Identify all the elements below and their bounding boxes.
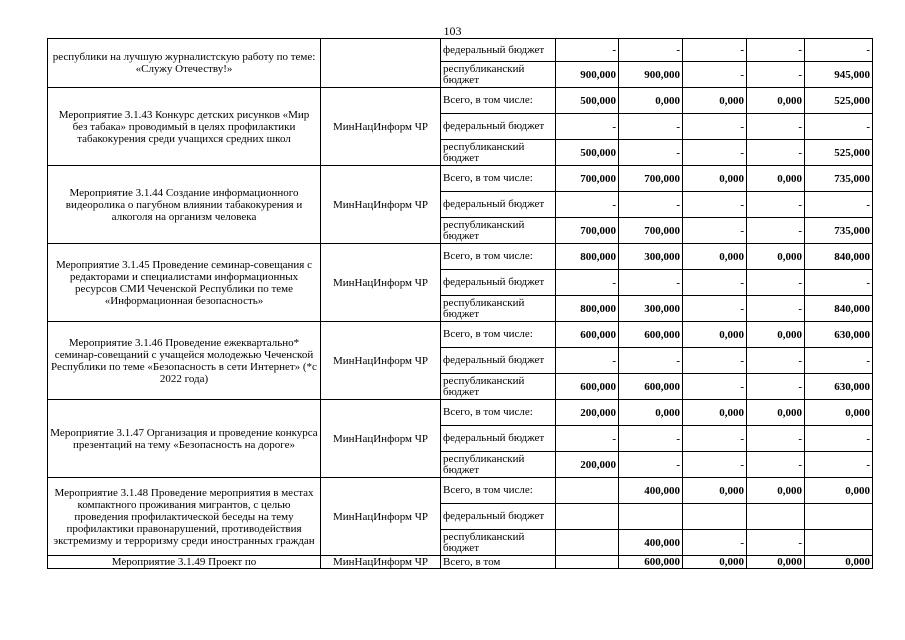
executor: МинНацИнформ ЧР [321, 556, 441, 569]
amount-cell: - [683, 452, 747, 478]
amount-cell [556, 478, 619, 504]
amount-cell: - [619, 114, 683, 140]
amount-cell: 0,000 [747, 88, 805, 114]
funding-source: федеральный бюджет [441, 426, 556, 452]
executor: МинНацИнформ ЧР [321, 322, 441, 400]
amount-cell: - [556, 39, 619, 62]
amount-cell: 0,000 [683, 166, 747, 192]
amount-cell: - [619, 140, 683, 166]
amount-cell: - [683, 426, 747, 452]
amount-cell: - [747, 452, 805, 478]
amount-cell [805, 530, 873, 556]
amount-cell: 500,000 [556, 88, 619, 114]
amount-cell: 600,000 [556, 374, 619, 400]
executor: МинНацИнформ ЧР [321, 478, 441, 556]
amount-cell [556, 504, 619, 530]
amount-cell: 900,000 [556, 62, 619, 88]
amount-cell: 0,000 [805, 400, 873, 426]
amount-cell: - [556, 270, 619, 296]
amount-cell: 630,000 [805, 374, 873, 400]
amount-cell: - [747, 348, 805, 374]
activity-name: Мероприятие 3.1.45 Проведение семинар-совещания с редакторами и специалистами информационных ресурсов СМИ Чеченской Республики по теме «Информационная безопасность» [48, 244, 321, 322]
amount-cell: 0,000 [683, 244, 747, 270]
amount-cell: 700,000 [619, 166, 683, 192]
activity-name: Мероприятие 3.1.46 Проведение ежеквартально* семинар-совещаний с учащейся молодежью Чеченской Республики по теме «Безопасность в сети Интернет» (*с 2022 года) [48, 322, 321, 400]
amount-cell: - [556, 192, 619, 218]
funding-source: федеральный бюджет [441, 270, 556, 296]
funding-source: Всего, в том числе: [441, 166, 556, 192]
funding-source: федеральный бюджет [441, 348, 556, 374]
amount-cell: - [556, 426, 619, 452]
amount-cell: 0,000 [747, 166, 805, 192]
amount-cell: 0,000 [747, 400, 805, 426]
budget-table [47, 38, 873, 569]
amount-cell: - [683, 530, 747, 556]
activity-name: Мероприятие 3.1.43 Конкурс детских рисунков «Мир без табака» проводимый в целях профилактики табакокурения среди учащихся средних школ [48, 88, 321, 166]
table-row [48, 478, 873, 504]
amount-cell: 800,000 [556, 244, 619, 270]
amount-cell: 735,000 [805, 218, 873, 244]
amount-cell: - [747, 530, 805, 556]
funding-source: федеральный бюджет [441, 504, 556, 530]
funding-source: федеральный бюджет [441, 39, 556, 62]
amount-cell: 300,000 [619, 296, 683, 322]
amount-cell: - [683, 296, 747, 322]
amount-cell: - [619, 348, 683, 374]
amount-cell: 600,000 [556, 322, 619, 348]
amount-cell: 500,000 [556, 140, 619, 166]
funding-source: Всего, в том числе: [441, 400, 556, 426]
amount-cell: - [805, 39, 873, 62]
funding-source: республиканский бюджет [441, 140, 556, 166]
amount-cell: - [683, 348, 747, 374]
amount-cell: 840,000 [805, 244, 873, 270]
funding-source: Всего, в том числе: [441, 88, 556, 114]
amount-cell: - [683, 374, 747, 400]
amount-cell: - [747, 374, 805, 400]
funding-source: Всего, в том [441, 556, 556, 569]
amount-cell: 900,000 [619, 62, 683, 88]
amount-cell: - [747, 140, 805, 166]
amount-cell [556, 556, 619, 569]
funding-source: Всего, в том числе: [441, 322, 556, 348]
page-number: 103 [443, 24, 462, 38]
executor: МинНацИнформ ЧР [321, 400, 441, 478]
amount-cell: 0,000 [747, 244, 805, 270]
amount-cell: 630,000 [805, 322, 873, 348]
amount-cell: - [805, 452, 873, 478]
funding-source: республиканский бюджет [441, 296, 556, 322]
amount-cell: 0,000 [747, 478, 805, 504]
amount-cell: 600,000 [619, 556, 683, 569]
amount-cell: - [556, 348, 619, 374]
amount-cell: 0,000 [683, 478, 747, 504]
table-row [48, 166, 873, 192]
amount-cell: 525,000 [805, 88, 873, 114]
funding-source: федеральный бюджет [441, 114, 556, 140]
amount-cell: - [683, 62, 747, 88]
amount-cell: - [747, 426, 805, 452]
amount-cell: - [747, 62, 805, 88]
amount-cell: 0,000 [619, 400, 683, 426]
funding-source: республиканский бюджет [441, 62, 556, 88]
funding-source: федеральный бюджет [441, 192, 556, 218]
activity-name: Мероприятие 3.1.48 Проведение мероприятия в местах компактного проживания мигрантов, с целью проведения профилактической беседы на тему профилактики правонарушений, противодействия экстремизму и терроризму среди иностранных граждан [48, 478, 321, 556]
funding-source: республиканский бюджет [441, 530, 556, 556]
amount-cell: - [683, 140, 747, 166]
executor: МинНацИнформ ЧР [321, 244, 441, 322]
funding-source: республиканский бюджет [441, 452, 556, 478]
amount-cell: - [805, 192, 873, 218]
amount-cell: 0,000 [747, 556, 805, 569]
amount-cell: 0,000 [683, 400, 747, 426]
table-row [48, 39, 873, 62]
amount-cell: - [683, 39, 747, 62]
executor: МинНацИнформ ЧР [321, 166, 441, 244]
amount-cell: 0,000 [805, 556, 873, 569]
amount-cell: - [619, 192, 683, 218]
amount-cell: - [805, 114, 873, 140]
amount-cell: - [619, 452, 683, 478]
amount-cell: - [619, 426, 683, 452]
amount-cell: - [683, 218, 747, 244]
amount-cell [683, 504, 747, 530]
amount-cell: 200,000 [556, 400, 619, 426]
executor [321, 39, 441, 88]
amount-cell: 0,000 [683, 88, 747, 114]
amount-cell: 400,000 [619, 478, 683, 504]
table-row [48, 322, 873, 348]
amount-cell: - [683, 192, 747, 218]
amount-cell [747, 504, 805, 530]
amount-cell: - [747, 270, 805, 296]
amount-cell: 700,000 [619, 218, 683, 244]
funding-source: республиканский бюджет [441, 374, 556, 400]
amount-cell [805, 504, 873, 530]
table-body [48, 39, 873, 569]
table-row [48, 88, 873, 114]
amount-cell: - [805, 270, 873, 296]
amount-cell: 0,000 [683, 322, 747, 348]
activity-name: Мероприятие 3.1.47 Организация и проведение конкурса презентаций на тему «Безопасность на дороге» [48, 400, 321, 478]
table-row [48, 400, 873, 426]
amount-cell: 200,000 [556, 452, 619, 478]
amount-cell: - [805, 426, 873, 452]
amount-cell: - [747, 218, 805, 244]
amount-cell [556, 530, 619, 556]
amount-cell: - [805, 348, 873, 374]
amount-cell: 300,000 [619, 244, 683, 270]
amount-cell: - [619, 270, 683, 296]
activity-name: Мероприятие 3.1.44 Создание информационного видеоролика о пагубном влиянии табакокурения и алкоголя на организм человека [48, 166, 321, 244]
funding-source: Всего, в том числе: [441, 478, 556, 504]
amount-cell: 600,000 [619, 322, 683, 348]
executor: МинНацИнформ ЧР [321, 88, 441, 166]
amount-cell: 400,000 [619, 530, 683, 556]
activity-name: Мероприятие 3.1.49 Проект по [48, 556, 321, 569]
amount-cell: - [683, 114, 747, 140]
amount-cell: 700,000 [556, 166, 619, 192]
amount-cell: - [747, 296, 805, 322]
amount-cell: - [556, 114, 619, 140]
amount-cell: - [747, 192, 805, 218]
amount-cell: 0,000 [683, 556, 747, 569]
amount-cell: 0,000 [805, 478, 873, 504]
amount-cell: 735,000 [805, 166, 873, 192]
amount-cell: 800,000 [556, 296, 619, 322]
table-row [48, 244, 873, 270]
amount-cell: 525,000 [805, 140, 873, 166]
amount-cell: - [747, 39, 805, 62]
amount-cell: 945,000 [805, 62, 873, 88]
amount-cell: 700,000 [556, 218, 619, 244]
amount-cell: 0,000 [619, 88, 683, 114]
amount-cell: 0,000 [747, 322, 805, 348]
amount-cell: - [683, 270, 747, 296]
funding-source: республиканский бюджет [441, 218, 556, 244]
amount-cell [619, 504, 683, 530]
table-row [48, 556, 873, 569]
amount-cell: - [747, 114, 805, 140]
amount-cell: 600,000 [619, 374, 683, 400]
amount-cell: 840,000 [805, 296, 873, 322]
activity-name: республики на лучшую журналистскую работу по теме: «Служу Отечеству!» [48, 39, 321, 88]
funding-source: Всего, в том числе: [441, 244, 556, 270]
amount-cell: - [619, 39, 683, 62]
